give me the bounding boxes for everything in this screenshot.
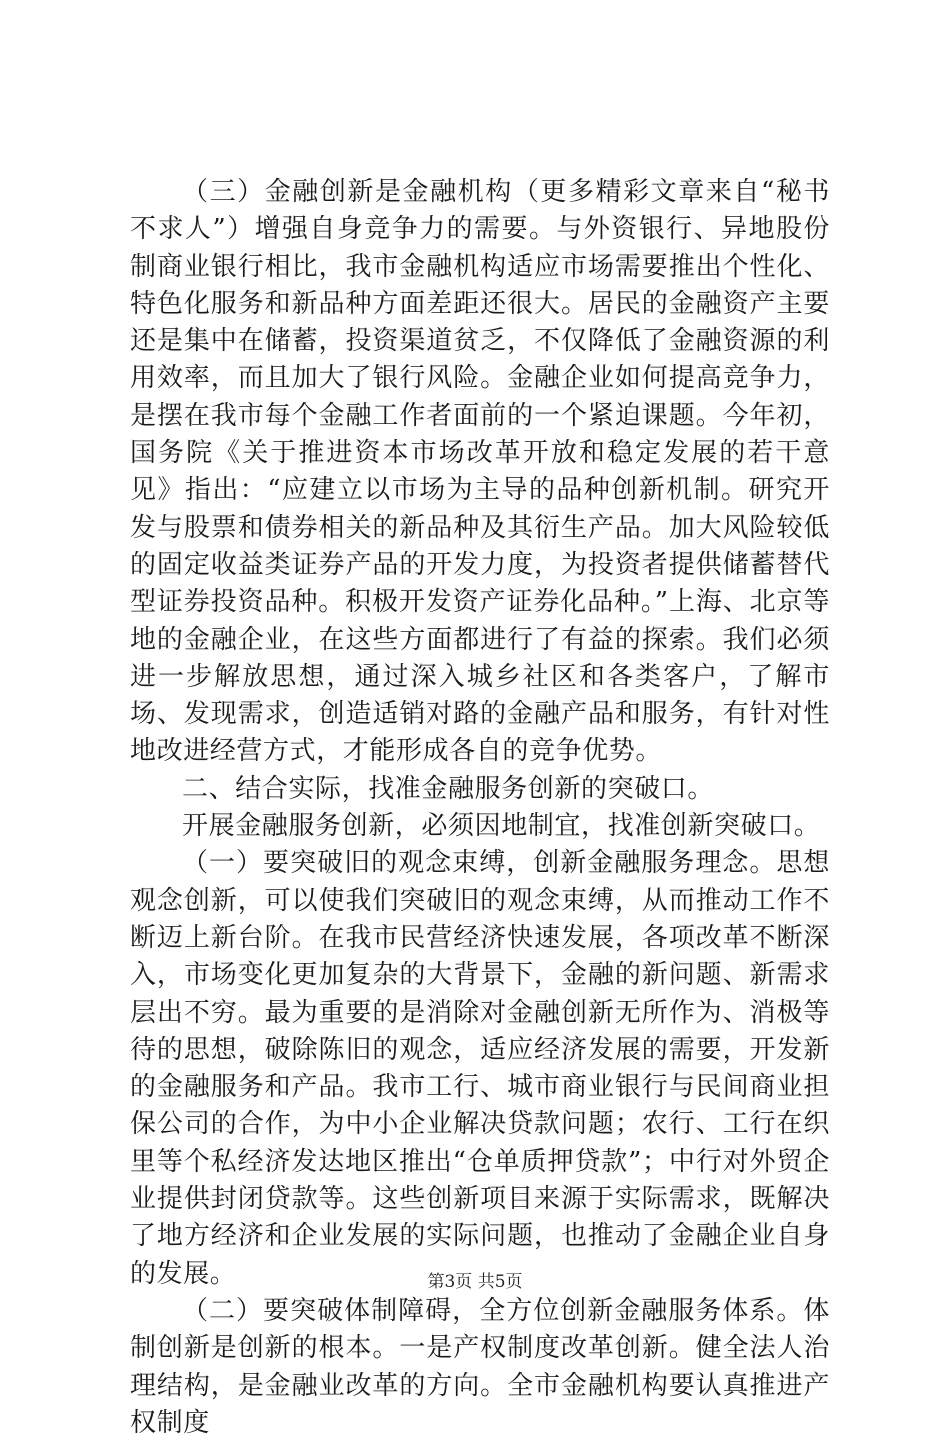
paragraph-heading-2: 二、结合实际，找准金融服务创新的突破口。 [182, 773, 715, 804]
paragraph-intro: 开展金融服务创新，必须因地制宜，找准创新突破口。 [182, 811, 821, 842]
paragraph-subsection-2: （二）要突破体制障碍，全方位创新金融服务体系。体制创新是创新的根本。一是产权制度改革创新。健全法人治理结构，是金融业改革的方向。全市金融机构要认真推进产权制度 [130, 1295, 830, 1438]
paragraph-subsection-1: （一）要突破旧的观念束缚，创新金融服务理念。思想观念创新，可以使我们突破旧的观念束缚，从而推动工作不断迈上新台阶。在我市民营经济快速发展，各项改革不断深入，市场变化更加复杂的大背景下，金融的新问题、新需求层出不穷。最为重要的是消除对金融创新无所作为、消极等待的思想，破除陈旧的观念，适应经济发展的需要，开发新的金融服务和产品。我市工行、城市商业银行与民间商业担保公司的合作，为中小企业解决贷款问题；农行、工行在织里等个私经济发达地区推出“仓单质押贷款”；中行对外贸企业提供封闭贷款等。这些创新项目来源于实际需求，既解决了地方经济和企业发展的实际问题，也推动了金融企业自身的发展。 [130, 848, 830, 1289]
paragraph-section-3: （三）金融创新是金融机构（更多精彩文章来自“秘书不求人”）增强自身竞争力的需要。与外资银行、异地股份制商业银行相比，我市金融机构适应市场需要推出个性化、特色化服务和新品种方面差距还很大。居民的金融资产主要还是集中在储蓄，投资渠道贫乏，不仅降低了金融资源的利用效率，而且加大了银行风险。金融企业如何提高竞争力，是摆在我市每个金融工作者面前的一个紧迫课题。今年初，国务院《关于推进资本市场改革开放和稳定发展的若干意见》指出：“应建立以市场为主导的品种创新机制。研究开发与股票和债券相关的新品种及其衍生产品。加大风险较低的固定收益类证券产品的开发力度，为投资者提供储蓄替代型证券投资品种。积极开发资产证券化品种。”上海、北京等地的金融企业，在这些方面都进行了有益的探索。我们必须进一步解放思想，通过深入城乡社区和各类客户，了解市场、发现需求，创造适销对路的金融产品和服务，有针对性地改进经营方式，才能形成各自的竞争优势。 [130, 177, 830, 767]
page-number-footer: 第3页 共5页 [427, 1272, 523, 1292]
document-body [130, 174, 830, 1442]
